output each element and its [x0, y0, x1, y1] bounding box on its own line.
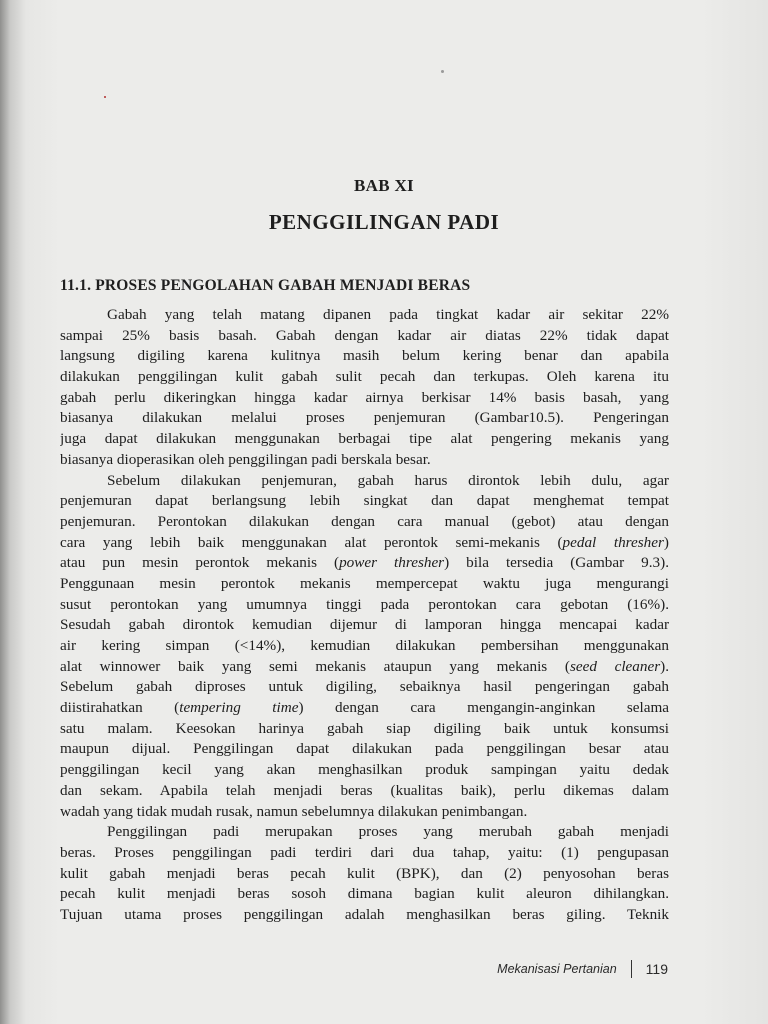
- chapter-label: BAB XI: [354, 176, 414, 195]
- text-line: Sebelum gabah diproses untuk digiling, sebaiknya hasil pengeringan gabah: [60, 678, 669, 696]
- footer-divider: [631, 960, 632, 978]
- text-line: Sesudah gabah dirontok kemudian dijemur di lamporan hingga mencapai kadar: [60, 616, 669, 634]
- text-line: diistirahatkan (tempering time) dengan cara mengangin-anginkan selama: [60, 699, 669, 717]
- text-line: kulit gabah menjadi beras pecah kulit (BPK), dan (2) penyosohan beras: [60, 864, 669, 882]
- text-line: Penggilingan padi merupakan proses yang merubah gabah menjadi: [107, 823, 669, 841]
- text-line: langsung digiling karena kulitnya masih belum kering benar dan apabila: [60, 347, 669, 365]
- page-footer: [497, 960, 668, 978]
- text-line: biasanya dilakukan melalui proses penjemuran (Gambar10.5). Pengeringan: [60, 409, 669, 427]
- text-line: alat winnower baik yang semi mekanis ataupun yang mekanis (seed cleaner).: [60, 657, 669, 675]
- text-line: wadah yang tidak mudah rusak, namun sebelumnya dilakukan penimbangan.: [60, 802, 528, 820]
- paper-speck: [104, 96, 106, 98]
- text-line: atau pun mesin perontok mekanis (power thresher) bila tersedia (Gambar 9.3).: [60, 554, 669, 572]
- italic-term: seed cleaner: [569, 657, 661, 675]
- text-line: maupun dijual. Penggilingan dapat dilakukan pada penggilingan besar atau: [60, 740, 669, 758]
- text-line: susut perontokan yang umumnya tinggi pada perontokan cara gebotan (16%).: [60, 595, 669, 613]
- footer-book-title: Mekanisasi Pertanian: [497, 962, 617, 976]
- text-line: dan sekam. Apabila telah menjadi beras (kualitas baik), perlu dikemas dalam: [60, 781, 669, 799]
- italic-term: power thresher: [339, 554, 445, 572]
- text-line: sampai 25% basis basah. Gabah dengan kadar air diatas 22% tidak dapat: [60, 326, 669, 344]
- text-line: penggilingan kecil yang akan menghasilkan produk sampingan yaitu dedak: [60, 761, 669, 779]
- text-line: cara yang lebih baik menggunakan alat perontok semi-mekanis (pedal thresher): [60, 533, 669, 551]
- text-line: juga dapat dilakukan menggunakan berbagai tipe alat pengering mekanis yang: [60, 430, 669, 448]
- text-line: air kering simpan (<14%), kemudian dilakukan pembersihan menggunakan: [60, 637, 669, 654]
- text-line: dilakukan penggilingan kulit gabah sulit pecah dan terkupas. Oleh karena itu: [60, 368, 669, 386]
- paper-speck: [441, 70, 444, 73]
- text-line: Sebelum dilakukan penjemuran, gabah harus dirontok lebih dulu, agar: [107, 471, 669, 489]
- italic-term: pedal thresher: [562, 533, 664, 551]
- text-line: penjemuran. Perontokan dilakukan dengan cara manual (gebot) atau dengan: [60, 512, 669, 530]
- text-line: Gabah yang telah matang dipanen pada tingkat kadar air sekitar 22%: [107, 306, 669, 323]
- text-line: biasanya dioperasikan oleh penggilingan padi berskala besar.: [60, 450, 431, 468]
- text-line: beras. Proses penggilingan padi terdiri dari dua tahap, yaitu: (1) pengupasan: [60, 843, 669, 861]
- section-heading: 11.1. PROSES PENGOLAHAN GABAH MENJADI BERAS: [60, 277, 471, 294]
- text-line: Tujuan utama proses penggilingan adalah menghasilkan beras giling. Teknik: [60, 905, 669, 923]
- text-line: pecah kulit menjadi beras sosoh dimana bagian kulit aleuron dihilangkan.: [60, 885, 669, 903]
- text-line: gabah perlu dikeringkan hingga kadar airnya berkisar 14% basis basah, yang: [60, 388, 669, 406]
- text-line: Penggunaan mesin perontok mekanis mempercepat waktu juga mengurangi: [60, 574, 669, 592]
- text-line: penjemuran dapat berlangsung lebih singkat dan dapat menghemat tempat: [60, 492, 669, 510]
- body-text: [60, 305, 669, 926]
- italic-term: tempering time: [179, 699, 299, 717]
- text-line: satu malam. Keesokan harinya gabah siap digiling baik untuk konsumsi: [60, 719, 669, 737]
- chapter-title: PENGGILINGAN PADI: [268, 210, 500, 234]
- page-number: 119: [645, 961, 668, 977]
